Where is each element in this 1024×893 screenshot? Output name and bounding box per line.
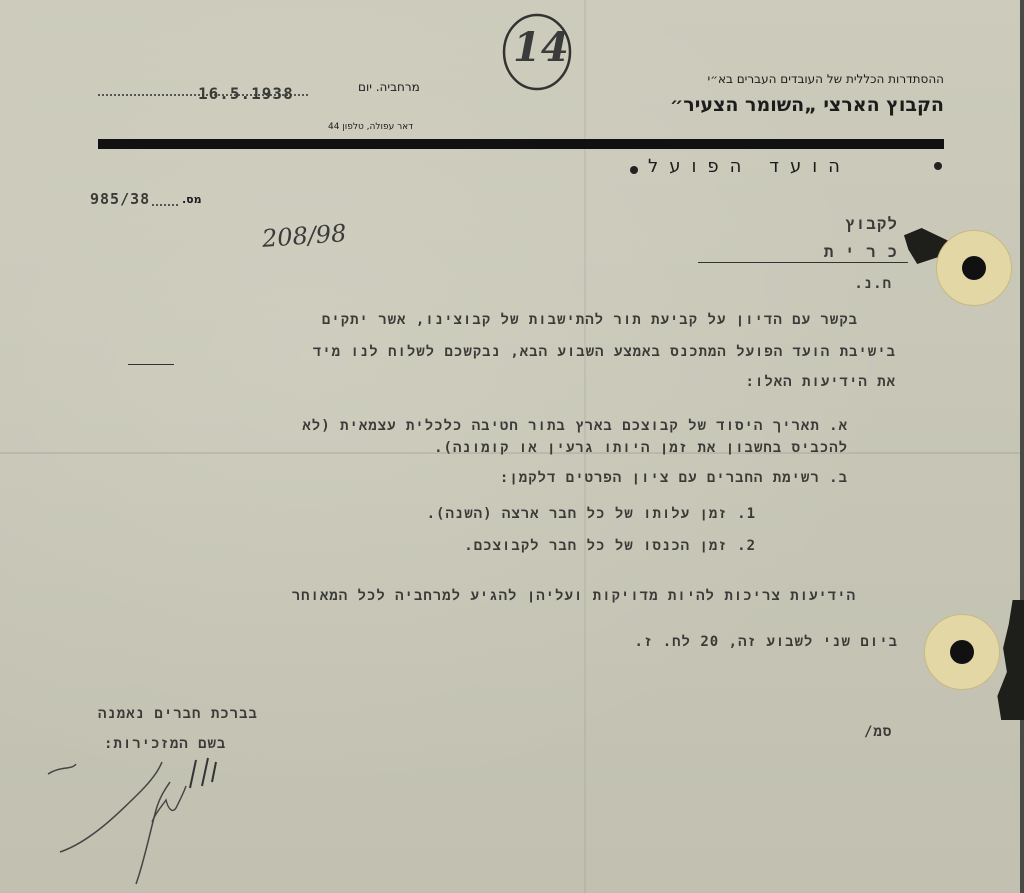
reference-number: 985/38	[90, 190, 151, 208]
body-paragraph-1-line-3: את הידיעות האלו:	[745, 374, 896, 390]
reference-dotted-line	[152, 204, 178, 206]
handwritten-file-number: 208/98	[261, 219, 348, 253]
letterhead-rule	[98, 139, 944, 149]
reference-label: מס.	[182, 193, 202, 206]
body-paragraph-1-line-1: בקשר עם הדיון על קביעת תור להתישבות של קבוצינו, אשר יתקים	[321, 312, 858, 328]
letter-date: 16.5.1938	[198, 84, 294, 103]
item-b-sub-1: 1. זמן עלותו של כל חבר ארצה (השנה).	[426, 506, 756, 522]
committee-bullet-right	[934, 162, 942, 170]
recipient-underline	[698, 262, 908, 263]
body-paragraph-2-line-1: הידיעות צריכות להיות מדויקות ועליהן להגיע למרחביה לכל המאוחר	[291, 588, 856, 604]
item-b-sub-2: 2. זמן הכנסו של כל חבר לקבוצכם.	[464, 538, 756, 554]
punch-hole-bottom	[924, 614, 1000, 690]
body-paragraph-2-line-2: ביום שני לשבוע זה, 20 לח. ז.	[634, 634, 898, 650]
recipient-line-1: לקבוץ	[844, 214, 898, 233]
recipient-line-2: כ ר י ת	[823, 242, 898, 261]
urgent-underline	[128, 364, 174, 365]
item-a-line-1: א. תאריך היסוד של קבוצכם בארץ בתור חטיבה כלכלית עצמאית (לא	[302, 418, 848, 434]
item-a-line-2: להכביס בחשבון את זמן היותו גרעין או קומונה).	[434, 440, 848, 456]
letterhead-org-line: ההסתדרות הכללית של העובדים העברים בא״י	[707, 72, 944, 86]
punch-hole-top	[936, 230, 1012, 306]
committee-bullet-left	[630, 166, 638, 174]
greeting-abbreviation: ח.נ.	[854, 276, 892, 292]
closing-greeting: בברכת חברים נאמנה	[98, 706, 258, 722]
item-b: ב. רשימת החברים עם ציון הפרטים דלקמן:	[499, 470, 848, 486]
closing-on-behalf: בשם המזכירות:	[104, 736, 227, 752]
handwritten-signature	[40, 752, 240, 892]
letterhead-location-label: מרחביה. יום	[358, 80, 420, 94]
archive-number: 14	[513, 24, 569, 71]
letterhead-address: דאר עפולה, טלפון 44	[328, 122, 414, 132]
closing-sp-label: סמ/	[864, 724, 893, 740]
committee-name: הועד הפועל	[648, 156, 851, 177]
body-paragraph-1-line-2: בישיבת הועד הפועל המתכנס באמצע השבוע הבא, נבקשכם לשלוח לנו מיד	[312, 344, 896, 360]
letterhead-kibbutz-name: הקבוץ הארצי „השומר הצעיר״	[669, 94, 944, 116]
